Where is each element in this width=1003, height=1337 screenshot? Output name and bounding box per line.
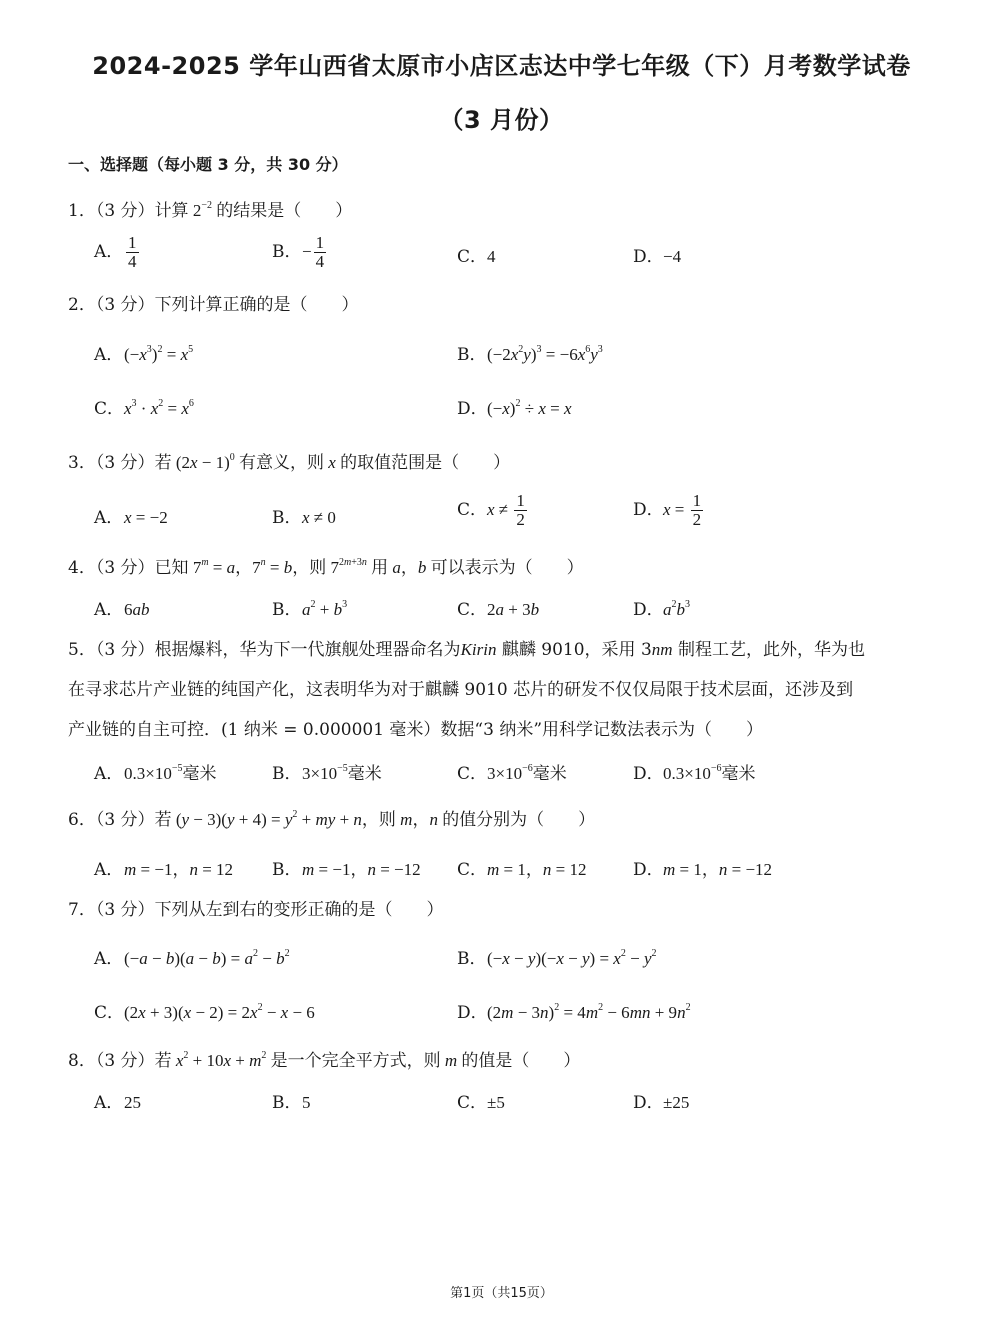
q4-option-b[interactable]: B．$a^2 + b^3$ — [272, 599, 348, 620]
q2-option-c[interactable]: C．$x^3 \cdot x^2 = x^6$ — [94, 398, 194, 419]
q5-option-b[interactable]: B．$3\times 10^{-5}$毫米 — [272, 763, 382, 784]
q1-option-b[interactable]: B．− $\frac{1}{4}$ — [272, 233, 325, 271]
q8-option-a[interactable]: A．25 — [94, 1093, 141, 1113]
q3-option-a[interactable]: A．x = −2 — [94, 508, 168, 528]
q1-option-d[interactable]: D．−4 — [633, 247, 682, 267]
question-7: 7．（3 分）下列从左到右的变形正确的是（ ） — [68, 900, 444, 920]
question-1: 1．（3 分）计算 $2^{-2}$ 的结果是（ ） — [68, 200, 353, 221]
question-5-line-2: 在寻求芯片产业链的纯国产化，这表明华为对于麒麟 9010 芯片的研发不仅仅局限于技术层面，还涉及到 — [68, 680, 854, 700]
q8-option-b[interactable]: B．5 — [272, 1093, 311, 1113]
page-footer: 第1页（共15页） — [450, 1286, 553, 1301]
q6-option-d[interactable]: D．m = 1，n = −12 — [633, 860, 773, 880]
page-title: 2024-2025 学年山西省太原市小店区志达中学七年级（下）月考数学试卷 — [92, 52, 911, 80]
section-heading: 一、选择题（每小题 3 分，共 30 分） — [68, 155, 348, 174]
q3-option-c[interactable]: C．x ≠ $\frac{1}{2}$ — [457, 491, 525, 529]
q7-option-a[interactable]: A．$(-a - b)(a - b) = a^2 - b^2$ — [94, 948, 290, 969]
q7-option-d[interactable]: D．$(2m - 3n)^2 = 4m^2 - 6mn + 9n^2$ — [457, 1002, 691, 1023]
question-3: 3．（3 分）若 $(2x - 1)^0$ 有意义，则 x 的取值范围是（ ） — [68, 452, 511, 473]
q7-option-b[interactable]: B．$(-x - y)(-x - y) = x^2 - y^2$ — [457, 948, 657, 969]
q6-option-b[interactable]: B．m = −1，n = −12 — [272, 860, 421, 880]
q2-option-d[interactable]: D．$(-x)^2 \div x = x$ — [457, 398, 572, 419]
q3-option-d[interactable]: D．x = $\frac{1}{2}$ — [633, 491, 702, 529]
q1-option-a[interactable]: A． $\frac{1}{4}$ — [94, 233, 137, 271]
q5-option-c[interactable]: C．$3\times 10^{-6}$毫米 — [457, 763, 567, 784]
q4-option-d[interactable]: D．$a^2b^3$ — [633, 599, 690, 620]
q1-option-c[interactable]: C．4 — [457, 247, 496, 267]
question-5-line-3: 产业链的自主可控．(1 纳米 = 0.000001 毫米）数据“3 纳米”用科学记数法表示为（ ） — [68, 720, 764, 740]
q6-option-a[interactable]: A．m = −1，n = 12 — [94, 860, 234, 880]
q4-option-a[interactable]: A．6ab — [94, 600, 150, 620]
q5-option-a[interactable]: A．$0.3\times 10^{-5}$毫米 — [94, 763, 217, 784]
q3-option-b[interactable]: B．x ≠ 0 — [272, 508, 336, 528]
q5-option-d[interactable]: D．$0.3\times 10^{-6}$毫米 — [633, 763, 756, 784]
question-8: 8．（3 分）若 $x^2 + 10x + m^2$ 是一个完全平方式，则 m 的值是（ ） — [68, 1050, 581, 1071]
q2-option-a[interactable]: A．$(-x^3)^2 = x^5$ — [94, 344, 194, 365]
question-2: 2．（3 分）下列计算正确的是（ ） — [68, 295, 359, 315]
q2-option-b[interactable]: B．$(-2x^2y)^3 = -6x^6y^3$ — [457, 344, 603, 365]
question-4: 4．（3 分）已知 $7^m = a$，$7^n = b$，则 $7^{2m+3n}$ 用 a，b 可以表示为（ ） — [68, 557, 584, 578]
page-subtitle: （3 月份） — [439, 106, 564, 134]
question-5-line-1: 5．（3 分）根据爆料，华为下一代旗舰处理器命名为Kirin 麒麟 9010，采用 3nm 制程工艺，此外，华为也 — [68, 640, 865, 660]
q4-option-c[interactable]: C．2a + 3b — [457, 600, 540, 620]
q6-option-c[interactable]: C．m = 1，n = 12 — [457, 860, 587, 880]
question-6: 6．（3 分）若 $(y - 3)(y + 4) = y^2$ + my + n，则 m，n 的值分别为（ ） — [68, 809, 596, 830]
q8-option-c[interactable]: C．±5 — [457, 1093, 505, 1113]
q8-option-d[interactable]: D．±25 — [633, 1093, 690, 1113]
q7-option-c[interactable]: C．$(2x + 3)(x - 2) = 2x^2 - x - 6$ — [94, 1002, 315, 1023]
